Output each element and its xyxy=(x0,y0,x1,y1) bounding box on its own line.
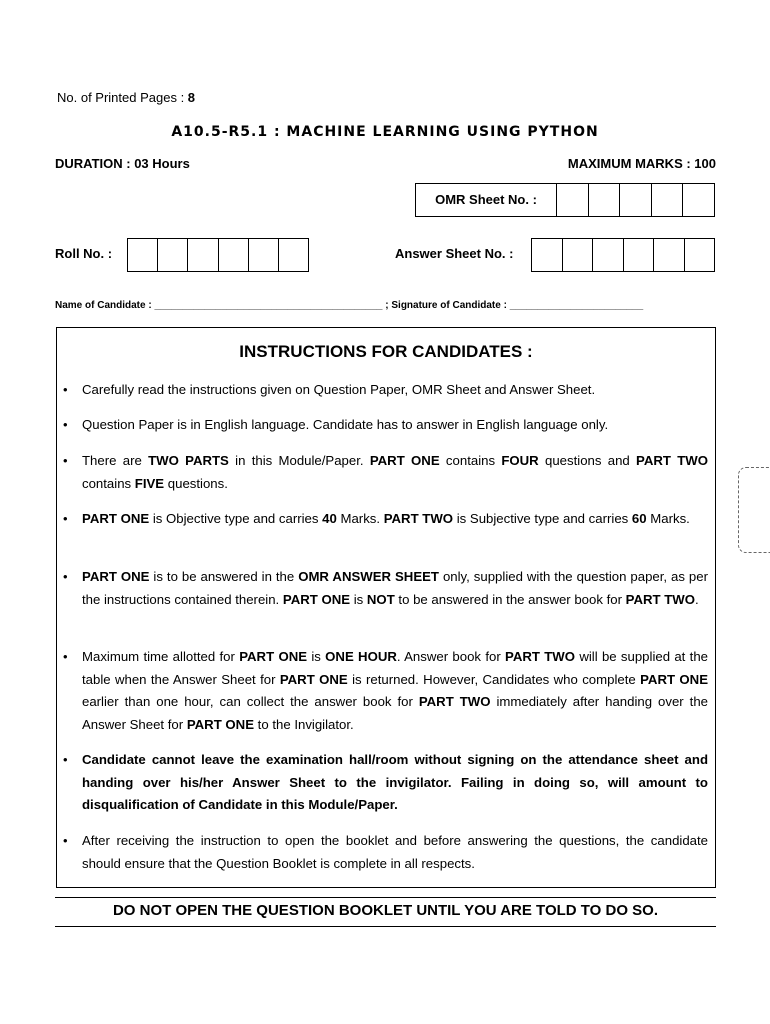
emphasis-text: PART ONE xyxy=(82,511,150,526)
answer-sheet-number-box xyxy=(531,238,715,272)
plain-text: Question Paper is in English language. Candidate has to answer in English language only. xyxy=(82,417,609,432)
plain-text: immediately after handing over the Answer Sheet for xyxy=(82,694,709,732)
candidate-name-signature-line: Name of Candidate : _________________________________________ ; Signature of Candidate : ________________________ xyxy=(55,300,644,311)
emphasis-text: PART ONE xyxy=(640,671,708,687)
plain-text: is to be answered in the xyxy=(149,569,299,584)
emphasis-text: PART ONE xyxy=(282,591,351,607)
bullet-icon: • xyxy=(63,417,68,432)
roll-number-label: Roll No. : xyxy=(55,246,113,261)
emphasis-text: FOUR xyxy=(501,453,539,468)
emphasis-text: PART TWO xyxy=(418,694,491,709)
omr-digit-cell[interactable] xyxy=(589,184,621,216)
bullet-icon: • xyxy=(63,453,68,468)
instruction-text xyxy=(82,417,608,432)
plain-text: to be answered in the answer book for xyxy=(394,591,626,607)
maximum-marks: MAXIMUM MARKS : 100 xyxy=(567,156,716,171)
printed-pages-label: No. of Printed Pages : xyxy=(57,90,188,105)
bullet-icon: • xyxy=(63,752,68,767)
plain-text: Carefully read the instructions given on Question Paper, OMR Sheet and Answer Sheet. xyxy=(82,382,596,397)
footer-rule-top xyxy=(55,897,716,898)
roll-digit-cell[interactable] xyxy=(249,239,279,271)
omr-sheet-label: OMR Sheet No. : xyxy=(416,184,557,216)
emphasis-text: PART TWO xyxy=(383,511,454,526)
roll-digit-cell[interactable] xyxy=(188,239,218,271)
plain-text: questions and xyxy=(538,453,637,468)
omr-sheet-number-box xyxy=(415,183,715,217)
duration: DURATION : 03 Hours xyxy=(55,156,190,171)
emphasis-text: PART TWO xyxy=(636,453,709,468)
plain-text: is xyxy=(350,591,367,607)
instruction-item xyxy=(63,749,708,817)
plain-text: contains xyxy=(82,475,135,491)
plain-text: Marks. xyxy=(336,511,384,526)
plain-text: . Answer book for xyxy=(396,649,506,664)
instruction-text xyxy=(82,511,690,526)
instruction-item xyxy=(63,508,708,531)
roll-digit-cell[interactable] xyxy=(219,239,249,271)
instructions-box xyxy=(56,327,716,888)
plain-text: earlier than one hour, can collect the answer book for xyxy=(82,694,419,709)
roll-digit-cell[interactable] xyxy=(279,239,308,271)
bullet-icon: • xyxy=(63,511,68,526)
emphasis-text: 60 xyxy=(631,511,647,526)
answer-sheet-digit-cell[interactable] xyxy=(685,239,715,271)
instruction-text xyxy=(82,569,708,607)
omr-digit-cell[interactable] xyxy=(620,184,652,216)
plain-text: contains xyxy=(439,453,502,468)
answer-sheet-number-label: Answer Sheet No. : xyxy=(395,246,514,261)
plain-text: After receiving the instruction to open the booklet and before answering the questions, the candidate should ensure that the Question Booklet is complete in all respects. xyxy=(82,833,708,871)
bullet-icon: • xyxy=(63,382,68,397)
instruction-item xyxy=(63,646,709,736)
plain-text: will be supplied at the table when the Answer Sheet for xyxy=(82,649,708,687)
printed-pages-value: 8 xyxy=(187,90,196,105)
instruction-item xyxy=(63,566,708,611)
bullet-icon: • xyxy=(63,833,68,848)
emphasis-text: 40 xyxy=(322,511,337,526)
omr-digit-cell[interactable] xyxy=(683,184,714,216)
answer-sheet-digit-cell[interactable] xyxy=(593,239,624,271)
emphasis-text: TWO PARTS xyxy=(148,453,229,468)
plain-text: Marks. xyxy=(646,511,690,526)
plain-text: Maximum time allotted for xyxy=(82,649,240,664)
plain-text: only, supplied with the question paper, as per the instructions contained therein. xyxy=(82,569,708,607)
answer-sheet-digit-cell[interactable] xyxy=(624,239,655,271)
emphasis-text: PART TWO xyxy=(625,591,696,607)
emphasis-text: OMR ANSWER SHEET xyxy=(298,569,439,584)
emphasis-text: Candidate cannot leave the examination hall/room without signing on the attendance sheet and handing over his/her Answer Sheet to the invigilator. Failing in doing so, will amount to disqualification of Candidate in this Module/Paper. xyxy=(82,752,708,812)
instruction-item xyxy=(63,830,708,875)
instruction-text xyxy=(82,453,708,491)
answer-sheet-digit-cell[interactable] xyxy=(563,239,594,271)
bullet-icon: • xyxy=(63,569,68,584)
paper-title: A10.5-R5.1 : MACHINE LEARNING USING PYTHON xyxy=(171,124,599,140)
emphasis-text: ONE HOUR xyxy=(325,649,397,664)
emphasis-text: PART ONE xyxy=(279,671,348,687)
page-edge-tab-mark xyxy=(738,467,770,553)
plain-text: in this Module/Paper. xyxy=(228,453,370,468)
emphasis-text: PART TWO xyxy=(505,649,576,664)
emphasis-text: NOT xyxy=(366,591,395,607)
roll-digit-cell[interactable] xyxy=(158,239,188,271)
answer-sheet-digit-cell[interactable] xyxy=(532,239,563,271)
footer-warning: DO NOT OPEN THE QUESTION BOOKLET UNTIL YOU ARE TOLD TO DO SO. xyxy=(112,902,659,919)
instruction-text xyxy=(82,382,595,397)
roll-digit-cell[interactable] xyxy=(128,239,158,271)
instruction-item xyxy=(63,450,709,495)
answer-sheet-digit-cell[interactable] xyxy=(654,239,685,271)
plain-text: . xyxy=(695,591,699,607)
emphasis-text: PART ONE xyxy=(186,716,254,732)
emphasis-text: FIVE xyxy=(134,475,165,491)
plain-text: to the Invigilator. xyxy=(254,716,354,732)
plain-text: is xyxy=(307,649,326,664)
instruction-text xyxy=(82,833,708,871)
plain-text: is returned. However, Candidates who complete xyxy=(347,671,641,687)
omr-digit-cell[interactable] xyxy=(652,184,684,216)
instruction-item xyxy=(63,379,708,402)
bullet-icon: • xyxy=(63,649,68,664)
omr-digit-cell[interactable] xyxy=(557,184,589,216)
footer-rule-bottom xyxy=(55,926,716,927)
instruction-text xyxy=(82,649,708,732)
instruction-text xyxy=(82,752,708,812)
roll-number-box xyxy=(127,238,309,272)
emphasis-text: PART ONE xyxy=(369,453,440,468)
emphasis-text: PART ONE xyxy=(239,649,308,664)
plain-text: questions. xyxy=(164,475,228,491)
plain-text: is Objective type and carries xyxy=(149,511,323,526)
instructions-title: INSTRUCTIONS FOR CANDIDATES : xyxy=(239,342,533,361)
plain-text: is Subjective type and carries xyxy=(453,511,632,526)
printed-pages-line xyxy=(57,90,195,105)
instruction-item xyxy=(63,414,708,437)
emphasis-text: PART ONE xyxy=(82,569,150,584)
plain-text: There are xyxy=(82,453,149,468)
